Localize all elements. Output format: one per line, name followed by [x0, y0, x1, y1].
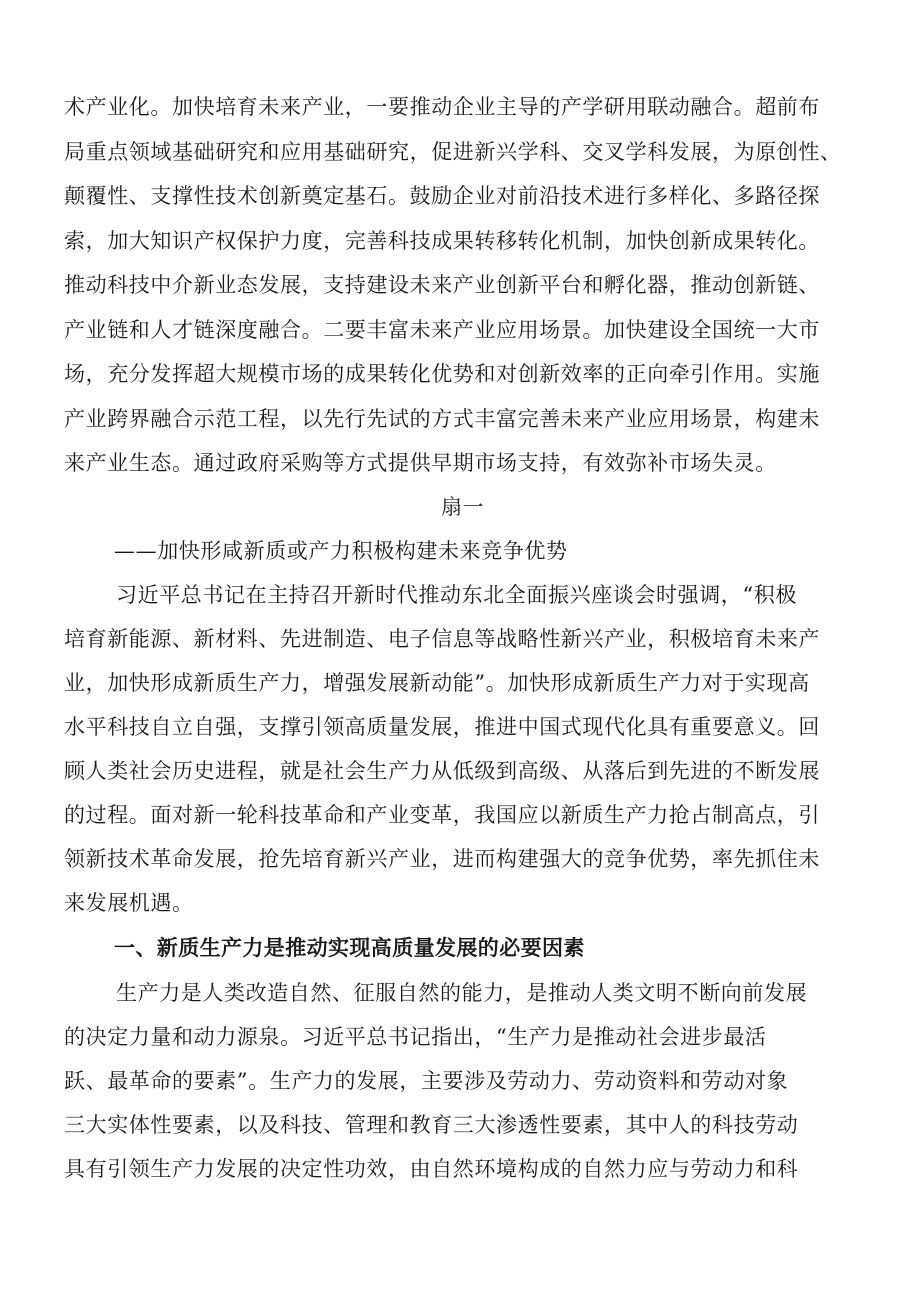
paragraph-line: 产业链和人才链深度融合。二要丰富未来产业应用场景。加快建设全国统一大市	[64, 318, 820, 342]
paragraph-line: 产业跨界融合示范工程，以先行先试的方式丰富完善未来产业应用场景，构建未	[64, 407, 820, 431]
section-title: 扇一	[441, 495, 485, 519]
paragraph-line: 场，充分发挥超大规模市场的成果转化优势和对创新效率的正向牵引作用。实施	[64, 362, 820, 386]
paragraph-line: 习近平总书记在主持召开新时代推动东北全面振兴座谈会时强调，“积极	[116, 583, 797, 607]
paragraph-line: 顾人类社会历史进程，就是社会生产力从低级到高级、从落后到先进的不断发展	[64, 759, 820, 783]
paragraph-line: 颠覆性、支撑性技术创新奠定基石。鼓励企业对前沿技术进行多样化、多路径探	[64, 184, 820, 208]
section-heading: 一、新质生产力是推动实现高质量发展的必要因素	[114, 936, 585, 960]
paragraph-line: 来发展机遇。	[64, 891, 194, 915]
paragraph-line: 局重点领域基础研究和应用基础研究，促进新兴学科、交叉学科发展，为原创性、	[64, 140, 842, 164]
paragraph-line: 培育新能源、新材料、先进制造、电子信息等战略性新兴产业，积极培育未来产	[64, 627, 820, 651]
paragraph-line: 领新技术革命发展，抢先培育新兴产业，进而构建强大的竞争优势，率先抓住未	[64, 847, 820, 871]
paragraph-line: 水平科技自立自强，支撑引领高质量发展，推进中国式现代化具有重要意义。回	[64, 715, 820, 739]
paragraph-line: 索，加大知识产权保护力度，完善科技成果转移转化机制，加快创新成果转化。	[64, 229, 820, 253]
subtitle: ——加快形咸新质或产力积极构建未来竞争优势	[114, 539, 568, 563]
paragraph-line: 三大实体性要素，以及科技、管理和教育三大渗透性要素，其中人的科技劳动	[64, 1113, 799, 1137]
paragraph-line: 来产业生态。通过政府采购等方式提供早期市场支持，有效弥补市场失灵。	[64, 451, 777, 475]
paragraph-line: 推动科技中介新业态发展，支持建设未来产业创新平台和孵化器，推动创新链、	[64, 273, 820, 297]
paragraph-line: 跃、最革命的要素”。生产力的发展，主要涉及劳动力、劳动资料和劳动对象	[64, 1069, 789, 1093]
paragraph-line: 术产业化。加快培育未来产业，一要推动企业主导的产学研用联动融合。超前布	[64, 95, 820, 119]
paragraph-line: 生产力是人类改造自然、征服自然的能力，是推动人类文明不断向前发展	[116, 981, 808, 1005]
paragraph-line: 的决定力量和动力源泉。习近平总书记指出，“生产力是推动社会进步最活	[64, 1025, 767, 1049]
paragraph-line: 的过程。面对新一轮科技革命和产业变革，我国应以新质生产力抢占制高点，引	[64, 803, 820, 827]
paragraph-line: 具有引领生产力发展的决定性功效，由自然环境构成的自然力应与劳动力和科	[64, 1157, 799, 1181]
paragraph-line: 业，加快形成新质生产力，增强发展新动能”。加快形成新质生产力对于实现高	[64, 671, 810, 695]
